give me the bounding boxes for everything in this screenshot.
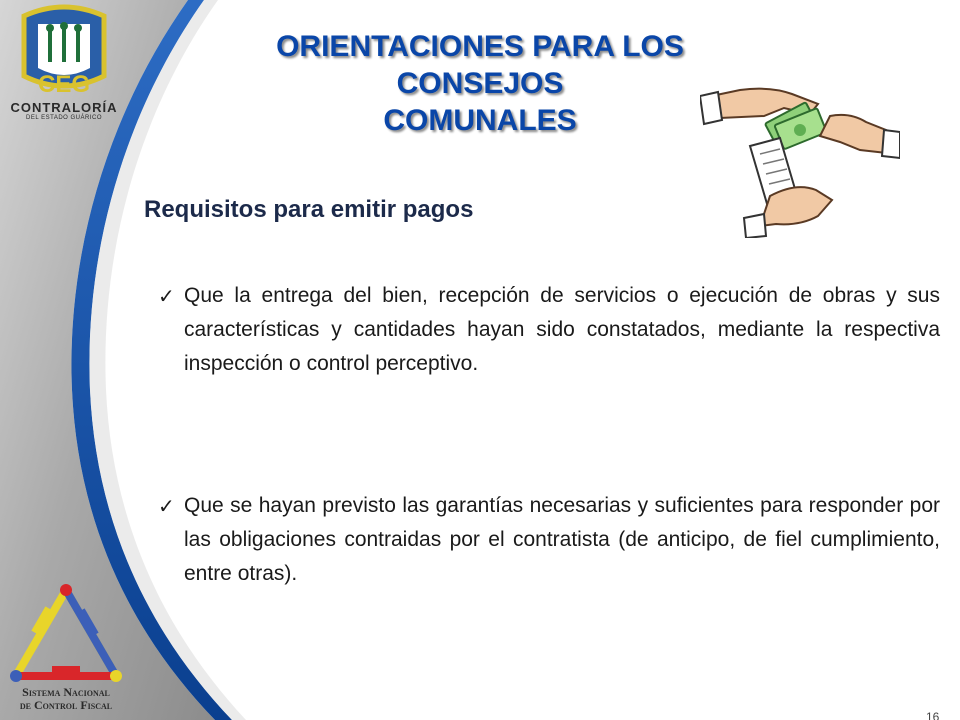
money-exchange-hands-icon xyxy=(700,86,900,238)
requirement-item-1 xyxy=(158,279,940,381)
slide-title-line-2: COMUNALES xyxy=(383,104,577,137)
requirement-text-2: Que se hayan previsto las garantías necesarias y suficientes para responder por las obligaciones contraidas por el contratista (de anticipo, de fiel cumplimiento, entre otras). xyxy=(184,494,940,585)
logo-subtitle: DEL ESTADO GUÁRICO xyxy=(25,115,102,121)
logo-letters: CEG xyxy=(37,71,91,98)
keys-emblem-icon xyxy=(46,22,82,62)
slide-title xyxy=(200,28,760,139)
section-heading: Requisitos para emitir pagos xyxy=(144,196,474,223)
logo-bottom-line-2: de Control Fiscal xyxy=(19,698,113,712)
slide-title-line-1: ORIENTACIONES PARA LOS CONSEJOS xyxy=(276,30,684,100)
checkmark-icon: ✓ xyxy=(158,284,175,308)
logo-name: CONTRALORÍA xyxy=(10,100,118,115)
contraloria-logo-text xyxy=(6,100,122,121)
checkmark-icon: ✓ xyxy=(158,494,175,518)
requirement-item-2 xyxy=(158,489,940,591)
requirement-text-1: Que la entrega del bien, recepción de servicios o ejecución de obras y sus características y cantidades hayan sido constatados, mediante la respectiva inspección o control perceptivo. xyxy=(184,284,940,375)
page-number: 16 xyxy=(926,710,940,720)
sistema-nacional-logo-text xyxy=(8,686,124,712)
logo-bottom-line-1: Sistema Nacional xyxy=(22,685,110,699)
